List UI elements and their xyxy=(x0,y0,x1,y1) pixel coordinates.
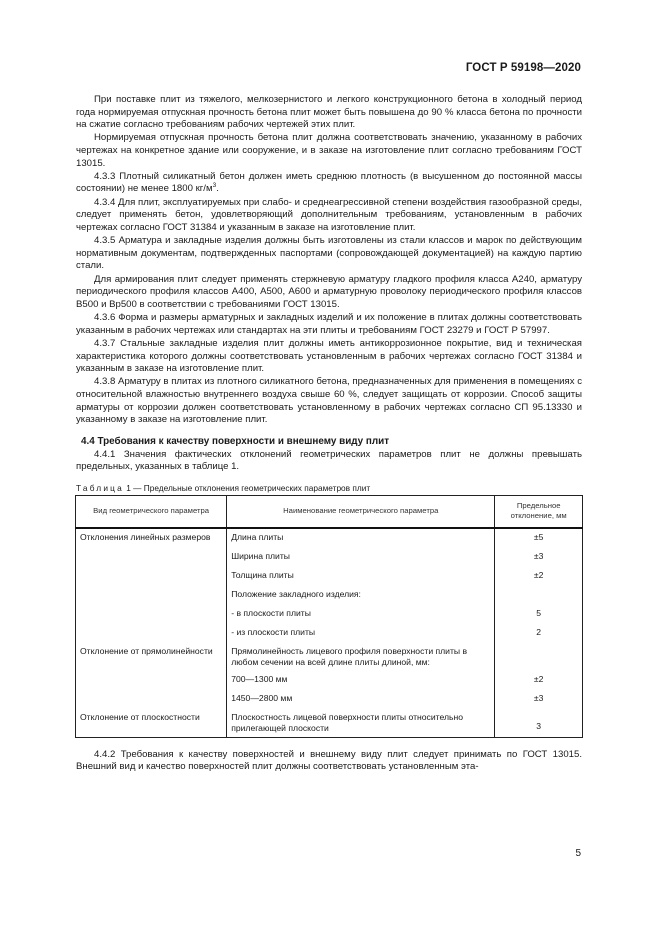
cell-kind: Отклонение от плоскостности xyxy=(76,709,227,738)
cell-name: Ширина плиты xyxy=(227,548,495,567)
cell-kind xyxy=(76,586,227,605)
cell-deviation: 5 xyxy=(495,605,583,624)
cell-deviation: 3 xyxy=(495,709,583,738)
table-row xyxy=(76,586,583,605)
cell-name: - в плоскости плиты xyxy=(227,605,495,624)
standard-code: ГОСТ Р 59198—2020 xyxy=(465,62,581,74)
table-row xyxy=(76,528,583,548)
density-end: . xyxy=(216,183,219,195)
cell-kind xyxy=(76,690,227,709)
paragraph: Нормируемая отпускная прочность бетона плит должна соответствовать значению, указанному в рабочих чертежах на конкретное здание или сооружение, и в заказе на изготовление плит согласно требованиям ГОСТ 13015. xyxy=(76,132,582,169)
cell-deviation xyxy=(495,586,583,605)
cell-name: Длина плиты xyxy=(227,528,495,548)
table-row xyxy=(76,643,583,671)
paragraph: 4.3.7 Стальные закладные изделия плит должны иметь антикоррозионное покрытие, вид и техническая характеристика которого должны соответствовать установленным в рабочих чертежах согласно ГОСТ 31384 и указанным в заказе на изготовление плит. xyxy=(76,337,582,375)
paragraph: При поставке плит из тяжелого, мелкозернистого и легкого конструкционного бетона в холодный период года нормируемая отпускная прочность бетона плит может быть повышена до 90 % класса бетона по прочности на сжатие согласно требованиям рабочих чертежей этих плит. xyxy=(76,94,582,131)
cell-name: Плоскостность лицевой поверхности плиты относительно прилегающей плоскости xyxy=(227,709,495,738)
cell-deviation: ±2 xyxy=(495,567,583,586)
cell-deviation xyxy=(495,643,583,671)
cell-kind xyxy=(76,671,227,690)
table-row xyxy=(76,709,583,738)
table-caption xyxy=(76,482,582,495)
density-text: 4.3.3 Плотный силикатный бетон должен иметь среднюю плотность (в высушенном до постоянной массы состоянии) не менее 1800 кг/м xyxy=(76,170,582,195)
paragraph: 4.3.4 Для плит, эксплуатируемых при слабо- и среднеагрессивной степени воздействия газообразной среды, следует применять бетон, удовлетворяющий дополнительным требованиям, установленным в рабочих чертежах согласно ГОСТ 31384 и указанным в заказе на изготовление плит. xyxy=(76,196,582,233)
cell-name: - из плоскости плиты xyxy=(227,624,495,643)
cell-kind: Отклонение от прямолинейности xyxy=(76,643,227,671)
deviations-table xyxy=(75,495,583,738)
paragraph-density xyxy=(76,171,582,196)
cell-name: Толщина плиты xyxy=(227,567,495,586)
table-row xyxy=(76,690,583,709)
cell-name: 1450—2800 мм xyxy=(227,690,495,709)
paragraph: 4.4.1 Значения фактических отклонений геометрических параметров плит не должны превышать предельных, указанных в таблице 1. xyxy=(76,448,582,473)
cell-deviation: 2 xyxy=(495,624,583,643)
cell-deviation: ±2 xyxy=(495,671,583,690)
cell-kind: Отклонения линейных размеров xyxy=(76,528,227,548)
cell-kind xyxy=(76,624,227,643)
cell-deviation: ±3 xyxy=(495,548,583,567)
cell-kind xyxy=(76,605,227,624)
header-kind: Вид геометрического параметра xyxy=(76,495,227,528)
paragraph: 4.3.5 Арматура и закладные изделия должны быть изготовлены из стали классов и марок по действующим нормативным документам, подтвержденных паспортами (сопровождающей документацией) на каждую партию стали. xyxy=(76,235,582,272)
cell-name: Положение закладного изделия: xyxy=(227,586,495,605)
cell-kind xyxy=(76,548,227,567)
paragraph: 4.3.6 Форма и размеры арматурных и закладных изделий и их положение в плитах должны соответствовать указанным в рабочих чертежах или стандартах на эти плиты и требованиям ГОСТ 23279 и ГОСТ Р 57997. xyxy=(76,312,582,336)
density-unit-power: 3 xyxy=(212,182,217,190)
cell-deviation: ±5 xyxy=(495,528,583,548)
cell-deviation: ±3 xyxy=(495,690,583,709)
table-row xyxy=(76,567,583,586)
cell-kind xyxy=(76,567,227,586)
table-row xyxy=(76,605,583,624)
header-name: Наименование геометрического параметра xyxy=(227,495,495,528)
paragraph: Для армирования плит следует применять стержневую арматуру гладкого профиля класса А240, арматуру периодического профиля классов А400, А500, А600 и арматурную проволоку периодического профиля классов В500 и Вр500 в соответствии с требованиями ГОСТ 13015. xyxy=(76,273,582,310)
table-row xyxy=(76,548,583,567)
cell-name: Прямолинейность лицевого профиля поверхности плиты в любом сечении на всей длине плиты длиной, мм: xyxy=(227,643,495,671)
cell-name: 700—1300 мм xyxy=(227,671,495,690)
table-row xyxy=(76,624,583,643)
table-row xyxy=(76,671,583,690)
body-text xyxy=(76,94,582,774)
header-deviation: Предельное отклонение, мм xyxy=(495,495,583,528)
paragraph: 4.3.8 Арматуру в плитах из плотного силикатного бетона, предназначенных для применения в помещениях с относительной влажностью внутреннего воздуха свыше 60 %, следует защищать от коррозии. Способ защиты арматуры от коррозии должен соответствовать установленному в рабочих чертежах согласно СП 95.13330 и указанному в заказе на изготовление плит. xyxy=(76,376,582,426)
table-header-row xyxy=(76,495,583,528)
paragraph: 4.4.2 Требования к качеству поверхностей и внешнему виду плит следует принимать по ГОСТ 13015. Внешний вид и качество поверхностей плит должны соответствовать установленным эта- xyxy=(76,748,582,773)
table-caption-word: Таблица xyxy=(76,483,124,494)
page-number: 5 xyxy=(575,848,581,859)
table-caption-text: 1 — Предельные отклонения геометрических параметров плит xyxy=(123,483,371,494)
section-heading: 4.4 Требования к качеству поверхности и внешнему виду плит xyxy=(81,435,390,447)
